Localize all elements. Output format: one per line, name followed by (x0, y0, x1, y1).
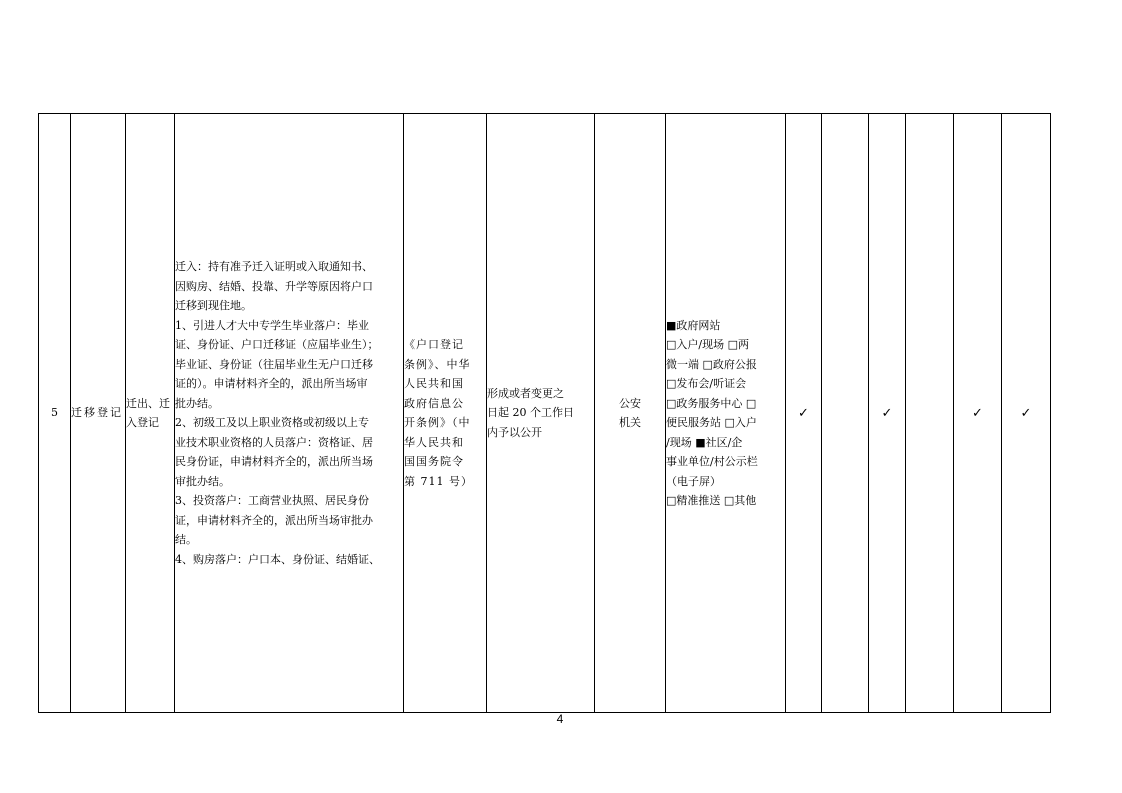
requirement-line: 3、投资落户：工商营业执照、居民身份 (175, 494, 369, 507)
basis-line: 国国务院令 (404, 455, 464, 468)
requirement-line: 民身份证，申请材料齐全的，派出所当场 (175, 455, 373, 468)
sub-item-name: 迁出、迁入登记 (126, 396, 170, 429)
channel-line: /现场 ■社区/企 (666, 435, 743, 449)
channel-line: □入户/现场 □两 (666, 338, 749, 351)
check-cell (786, 114, 822, 713)
basis-cell (404, 114, 487, 713)
subject-cell (595, 114, 666, 713)
item-name: 迁移登记 (71, 406, 123, 420)
requirement-line: 1、引进人才大中专学生毕业落户：毕业 (175, 318, 369, 332)
check-mark-icon: ✓ (798, 405, 809, 421)
time-limit-line: 日起 20 个工作日 (487, 406, 574, 420)
row-index-cell (39, 114, 71, 713)
check-cell (869, 114, 906, 713)
requirement-line: 2、初级工及以上职业资格或初级以上专 (175, 416, 369, 429)
channel-line: ■政府网站 (666, 318, 721, 332)
item-cell (71, 114, 126, 713)
channel-line: 微一端 □政府公报 (666, 357, 757, 371)
channels-cell (666, 114, 786, 713)
page-number: 4 (556, 712, 564, 726)
requirement-line: 4、购房落户：户口本、身份证、结婚证、 (175, 552, 380, 566)
check-cell (1002, 114, 1051, 713)
check-cell (822, 114, 869, 713)
requirements-cell (175, 114, 404, 713)
subject-line: 机关 (619, 416, 641, 429)
check-mark-icon: ✓ (1020, 405, 1032, 421)
sub-item-cell (126, 114, 175, 713)
requirement-line: 结。 (175, 533, 197, 546)
basis-line: 《户口登记 (404, 338, 464, 351)
basis-line: 开条例》（中 (404, 416, 471, 429)
check-mark-icon: ✓ (972, 405, 983, 421)
basis-line: 人民共和国 (404, 377, 464, 390)
channel-line: □政务服务中心 □ (666, 396, 757, 410)
time-limit-line: 形成或者变更之 (487, 386, 564, 400)
check-cell (954, 114, 1002, 713)
channel-line: □发布会/听证会 (666, 377, 747, 390)
time-limit-cell (487, 114, 595, 713)
row-index: 5 (51, 406, 58, 420)
basis-line: 第 711 号） (404, 474, 473, 488)
basis-line: 政府信息公 (404, 396, 464, 410)
requirement-line: 证的）。申请材料齐全的，派出所当场审 (175, 377, 368, 390)
channel-line: 事业单位/村公示栏 (666, 455, 758, 468)
disclosure-table (38, 113, 1051, 713)
basis-line: 华人民共和 (404, 435, 464, 449)
requirement-line: 业技术职业资格的人员落户：资格证、居 (175, 435, 373, 449)
channel-line: （电子屏） (666, 474, 721, 488)
requirement-line: 因购房、结婚、投靠、升学等原因将户口 (175, 279, 373, 293)
requirement-line: 批办结。 (175, 396, 219, 410)
requirement-line: 迁入：持有准予迁入证明或入取通知书、 (175, 260, 373, 273)
subject-line: 公安 (619, 396, 641, 410)
channel-line: 便民服务站 □入户 (666, 416, 757, 429)
check-cell (906, 114, 954, 713)
requirement-line: 迁移到现住地。 (175, 299, 252, 312)
table-row (39, 114, 1051, 713)
time-limit-line: 内予以公开 (487, 425, 542, 439)
requirement-line: 毕业证、身份证（往届毕业生无户口迁移 (175, 357, 373, 371)
check-mark-icon: ✓ (881, 405, 893, 421)
requirement-line: 审批办结。 (175, 474, 230, 488)
requirement-line: 证，申请材料齐全的，派出所当场审批办 (175, 513, 373, 527)
channel-line: □精准推送 □其他 (666, 494, 757, 507)
basis-line: 条例》、中华 (404, 357, 471, 371)
requirement-line: 证、身份证、户口迁移证（应届毕业生）； (175, 338, 379, 351)
